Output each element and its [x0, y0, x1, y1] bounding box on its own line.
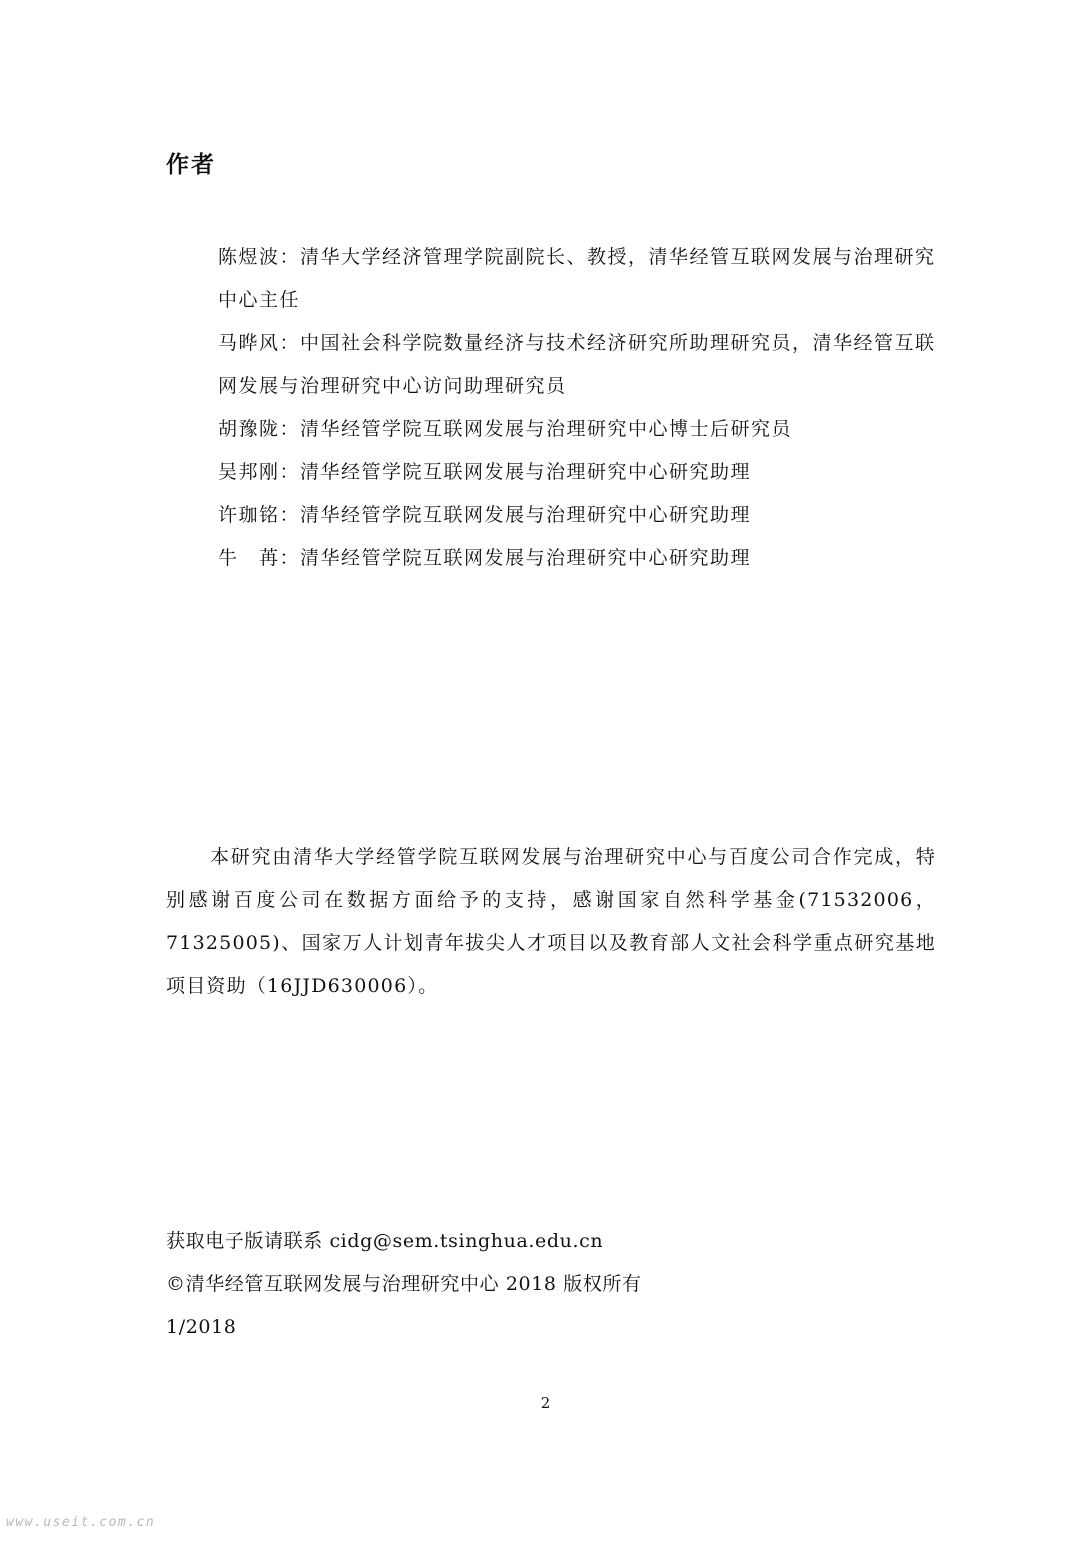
author-separator: ：: [279, 418, 301, 440]
author-description: 中国社会科学院数量经济与技术经济研究所助理研究员，清华经管互联网发展与治理研究中心访问助理研究员: [218, 332, 936, 397]
author-entry: [218, 451, 938, 494]
author-separator: ：: [279, 332, 301, 354]
watermark: www.useit.com.cn: [6, 1515, 156, 1530]
author-list: [218, 236, 938, 580]
author-description: 清华经管学院互联网发展与治理研究中心研究助理: [300, 461, 752, 483]
author-description: 清华经管学院互联网发展与治理研究中心研究助理: [300, 504, 752, 526]
author-entry: [218, 236, 938, 322]
author-entry: [218, 408, 938, 451]
contact-block: [166, 1220, 642, 1349]
author-entry: [218, 537, 938, 580]
author-description: 清华经管学院互联网发展与治理研究中心博士后研究员: [300, 418, 793, 440]
page-number: 2: [540, 1394, 551, 1412]
author-name: 胡豫陇: [218, 418, 280, 440]
author-name: 许珈铭: [218, 504, 280, 526]
section-title: 作者: [166, 151, 216, 178]
contact-email-line: 获取电子版请联系 cidg@sem.tsinghua.edu.cn: [166, 1230, 604, 1252]
author-name: 马晔风: [218, 332, 280, 354]
author-separator: ：: [279, 504, 301, 526]
author-entry: [218, 322, 938, 408]
date-line: 1/2018: [166, 1316, 237, 1338]
author-name: 陈煜波: [218, 246, 280, 268]
acknowledgement-paragraph: 本研究由清华大学经管学院互联网发展与治理研究中心与百度公司合作完成，特别感谢百度公司在数据方面给予的支持，感谢国家自然科学基金(71532006，71325005)、国家万人计划青年拔尖人才项目以及教育部人文社会科学重点研究基地项目资助（16JJD630006）。: [166, 846, 936, 997]
author-entry: [218, 494, 938, 537]
author-name: 吴邦刚: [218, 461, 280, 483]
copyright-line: ©清华经管互联网发展与治理研究中心 2018 版权所有: [166, 1273, 642, 1295]
author-description: 清华大学经济管理学院副院长、教授，清华经管互联网发展与治理研究中心主任: [218, 246, 936, 311]
author-name: 牛 苒: [218, 547, 280, 569]
author-description: 清华经管学院互联网发展与治理研究中心研究助理: [300, 547, 752, 569]
author-separator: ：: [279, 246, 301, 268]
author-separator: ：: [279, 547, 301, 569]
author-separator: ：: [279, 461, 301, 483]
